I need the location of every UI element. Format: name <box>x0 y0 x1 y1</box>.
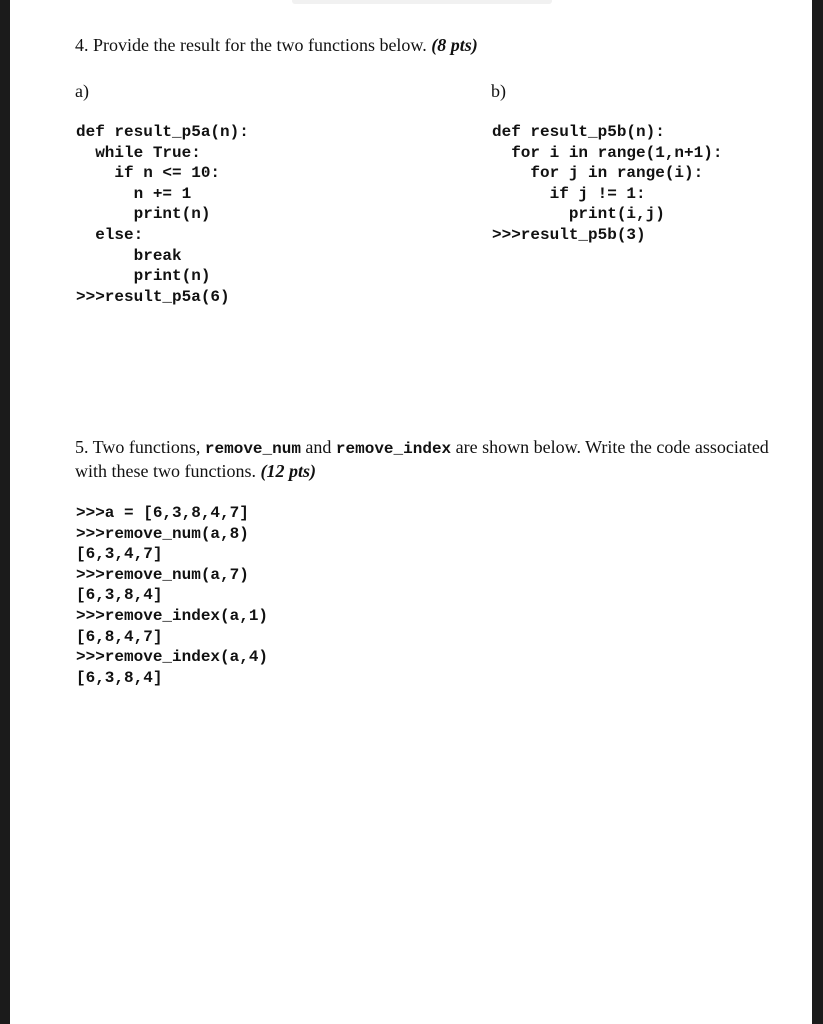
example-line: [6,3,4,7] <box>76 545 163 564</box>
example-line: >>>remove_num(a,7) <box>76 565 249 584</box>
example-line: >>>remove_index(a,4) <box>76 648 269 667</box>
question-5-examples <box>76 503 268 688</box>
part-b-code-block <box>492 122 722 246</box>
top-scroll-indicator <box>292 0 552 4</box>
code-line: else: <box>76 225 144 244</box>
question-5-text-and: and <box>300 437 336 457</box>
code-line: print(n) <box>76 205 211 224</box>
example-line: >>>remove_index(a,1) <box>76 606 269 625</box>
code-line: if n <= 10: <box>76 164 221 183</box>
question-4-points: (8 pts) <box>431 35 478 55</box>
code-line: if j != 1: <box>492 184 646 203</box>
question-5-points: (12 pts) <box>260 461 316 481</box>
question-4-text: 4. Provide the result for the two functions below. <box>75 35 432 55</box>
document-page <box>10 0 812 1024</box>
question-4-prompt <box>75 34 478 56</box>
part-a-label: a) <box>75 81 89 101</box>
code-line: break <box>76 246 182 265</box>
example-line: [6,8,4,7] <box>76 627 163 646</box>
code-line: print(n) <box>76 267 211 286</box>
question-5-prompt <box>75 436 775 482</box>
example-line: [6,3,8,4] <box>76 586 163 605</box>
example-line: [6,3,8,4] <box>76 668 163 687</box>
code-line: def result_p5a(n): <box>76 123 249 141</box>
part-b-label: b) <box>491 81 506 101</box>
code-line: >>>result_p5a(6) <box>76 287 230 306</box>
code-line: >>>result_p5b(3) <box>492 225 646 244</box>
function-name-remove-num: remove_num <box>204 440 301 458</box>
code-line: def result_p5b(n): <box>492 123 665 141</box>
code-line: print(i,j) <box>492 205 665 224</box>
code-line: for j in range(i): <box>492 164 704 183</box>
part-a-code-block <box>76 122 249 307</box>
code-line: for i in range(1,n+1): <box>492 143 723 162</box>
question-5-text-end: are shown below. Write the code associated with these two functions. <box>75 437 769 481</box>
question-5-text-start: 5. Two functions, <box>75 437 205 457</box>
code-line: while True: <box>76 143 201 162</box>
function-name-remove-index: remove_index <box>335 440 452 458</box>
example-line: >>>remove_num(a,8) <box>76 524 249 543</box>
example-line: >>>a = [6,3,8,4,7] <box>76 504 249 522</box>
code-line: n += 1 <box>76 184 192 203</box>
